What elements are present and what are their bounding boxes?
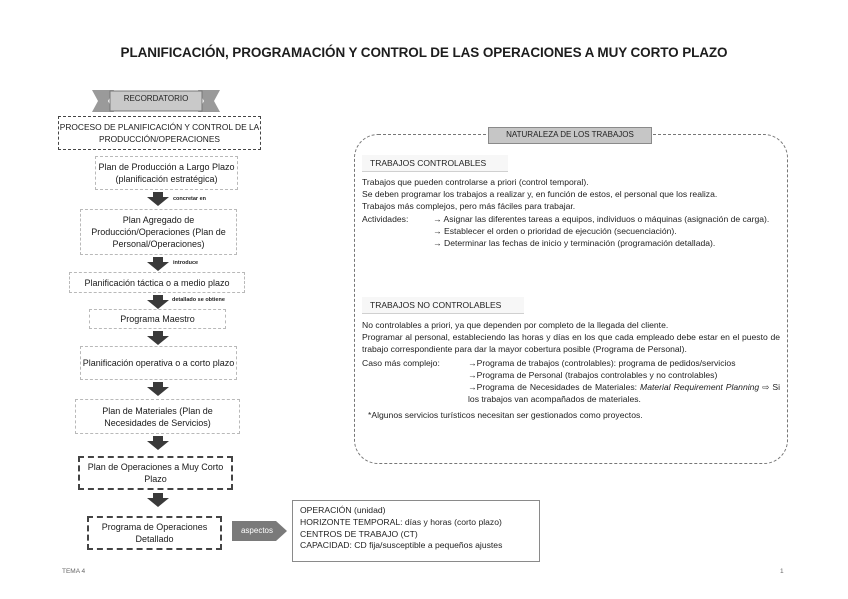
connector-label: introduce	[173, 260, 199, 266]
plan-materiales: Plan de Materiales (Plan de Necesidades de Servicios)	[102, 405, 213, 428]
programa-maestro-box	[89, 309, 226, 329]
aspect-capacidad: CAPACIDAD: CD fija/susceptible a pequeños ajustes	[300, 540, 503, 551]
caso-3-c: ⇨ Si los trabajos van acompañados de materiales.	[468, 381, 781, 404]
plan-tactica: Planificación táctica o a medio plazo	[84, 277, 230, 288]
programa-detallado: Programa de Operaciones Detallado	[101, 522, 208, 544]
naturaleza-banner: NATURALEZA DE LOS TRABAJOS	[488, 127, 652, 144]
aspectos-label: aspectos	[240, 526, 274, 535]
plan-materiales-box	[75, 399, 240, 434]
plan-agregado: Plan Agregado de Producción/Operaciones (Plan de Personal/Operaciones)	[91, 215, 226, 249]
no-controlables-heading: TRABAJOS NO CONTROLABLES	[362, 297, 524, 314]
controlables-p2: Se deben programar los trabajos a realizar y, en función de estos, el personal que los realiza.	[362, 188, 718, 199]
arrow-down-icon	[147, 436, 169, 450]
actividades-label: Actividades:	[362, 214, 409, 225]
controlables-heading: TRABAJOS CONTROLABLES	[362, 155, 508, 172]
actividad-3: → Determinar las fechas de inicio y terminación (programación detallada).	[433, 237, 716, 248]
no-controlables-p2: Programar al personal, estableciendo las horas y días en los que cada empleado debe estar en el puesto de trabajo correspondiente para dar la mayor cobertura posible (Programa de Personal).	[362, 331, 780, 354]
arrow-down-icon	[147, 382, 169, 396]
arrow-down-icon	[147, 257, 169, 271]
page-title: PLANIFICACIÓN, PROGRAMACIÓN Y CONTROL DE LAS OPERACIONES A MUY CORTO PLAZO	[120, 45, 728, 60]
arrow-down-icon	[147, 331, 169, 345]
caso-3-b: Material Requirement Planning	[640, 381, 760, 392]
plan-operativa-box	[80, 346, 237, 380]
aspects-box	[292, 500, 540, 562]
no-controlables-body	[362, 320, 780, 421]
programa-maestro: Programa Maestro	[120, 314, 195, 324]
footer-left: TEMA 4	[62, 568, 86, 575]
caso-3	[468, 382, 780, 406]
connector-label: concretar en	[173, 196, 207, 202]
connector-label: detallado se obtiene	[172, 297, 225, 303]
controlables-p1: Trabajos que pueden controlarse a priori (control temporal).	[362, 177, 589, 187]
footer-page-number: 1	[780, 568, 784, 575]
controlables-body	[362, 177, 780, 250]
process-title: PROCESO DE PLANIFICACIÓN Y CONTROL DE LA PRODUCCIÓN/OPERACIONES	[59, 122, 260, 144]
plan-largo-plazo-box	[95, 156, 238, 190]
plan-largo-plazo: Plan de Producción a Largo Plazo (planificación estratégica)	[98, 162, 235, 184]
caso-3-a: →Programa de Necesidades de Materiales:	[468, 381, 638, 392]
process-title-box	[58, 116, 261, 150]
aspect-horizonte: HORIZONTE TEMPORAL: días y horas (corto plazo)	[300, 516, 502, 527]
actividad-2: → Establecer el orden o prioridad de ejecución (secuenciación).	[433, 226, 677, 237]
caso-2: →Programa de Personal (trabajos controlables y no controlables)	[468, 370, 718, 381]
no-controlables-p1: No controlables a priori, ya que dependen por completo de la llegada del cliente.	[362, 320, 669, 330]
plan-agregado-box	[80, 209, 237, 255]
caso-1: →Programa de trabajos (controlables): programa de pedidos/servicios	[468, 358, 736, 369]
caso-label: Caso más complejo:	[362, 358, 440, 369]
arrow-down-icon	[147, 295, 169, 309]
aspect-centros: CENTROS DE TRABAJO (CT)	[300, 528, 418, 539]
arrow-down-icon	[147, 192, 169, 206]
plan-operaciones-muy-corto: Plan de Operaciones a Muy Corto Plazo	[87, 462, 224, 484]
plan-operativa: Planificación operativa o a corto plazo	[82, 358, 235, 368]
aspect-operacion: OPERACIÓN (unidad)	[300, 505, 386, 515]
recordatorio-label: RECORDATORIO	[123, 94, 189, 103]
arrow-down-icon	[147, 493, 169, 507]
controlables-p3: Trabajos más complejos, pero más fáciles para trabajar.	[362, 200, 576, 211]
plan-operaciones-muy-corto-box	[78, 456, 233, 490]
proyectos-note: *Algunos servicios turísticos necesitan ser gestionados como proyectos.	[368, 409, 643, 420]
programa-detallado-box	[87, 516, 222, 550]
plan-tactica-box	[69, 272, 245, 293]
actividad-1: → Asignar las diferentes tareas a equipos, individuos o máquinas (asignación de carga).	[433, 214, 770, 225]
